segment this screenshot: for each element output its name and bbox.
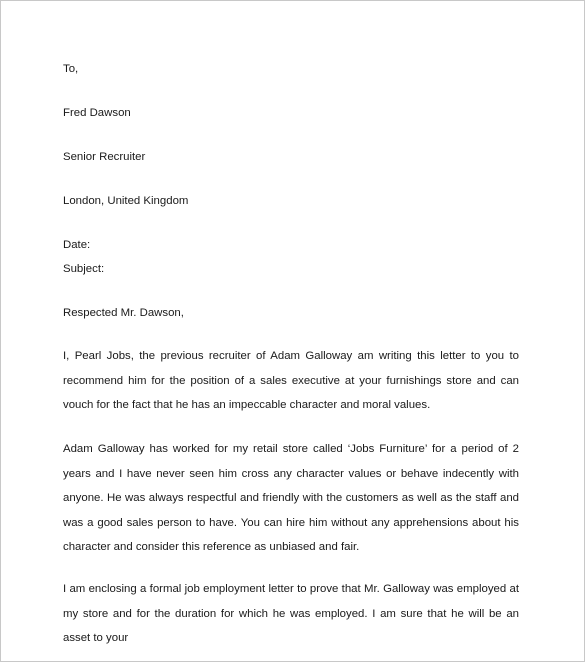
recipient-title: Senior Recruiter bbox=[63, 151, 146, 163]
body-paragraph: I, Pearl Jobs, the previous recruiter of Adam Galloway am writing this letter to you to recommend him for the position of a sales executive at your furnishings store and can vouch for the fact that he has an impeccable character and moral values. bbox=[63, 350, 519, 412]
recipient-name: Fred Dawson bbox=[63, 107, 131, 119]
date-label: Date: bbox=[63, 239, 91, 251]
salutation-to: To, bbox=[63, 63, 79, 75]
body-paragraph: Adam Galloway has worked for my retail store called ‘Jobs Furniture’ for a period of 2 years and I have never seen him cross any character values or behave indecently with anyone. He was always respectful and friendly with the customers as well as the staff and was a good sales person to have. You can hire him without any apprehensions about his character and consider this reference as unbiased and fair. bbox=[63, 443, 519, 554]
body-paragraph: I am enclosing a formal job employment letter to prove that Mr. Galloway was employed at my store and for the duration for which he was employed. I am sure that he will be an asset to your bbox=[63, 583, 519, 645]
greeting: Respected Mr. Dawson, bbox=[63, 307, 184, 319]
subject-label: Subject: bbox=[63, 263, 105, 275]
recipient-location: London, United Kingdom bbox=[63, 195, 189, 207]
